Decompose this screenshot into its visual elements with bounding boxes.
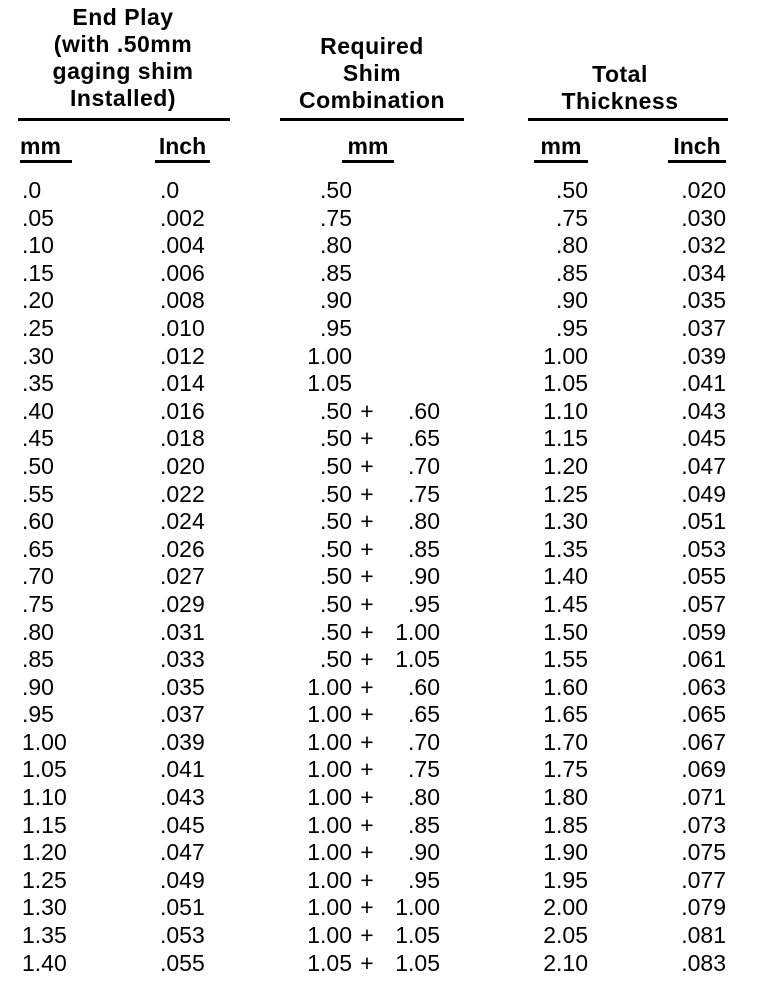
header-required-shim-line: Combination	[298, 87, 446, 113]
shim-first-cell: 1.00	[307, 811, 352, 838]
end-play-mm-cell: 1.00	[22, 728, 67, 755]
end-play-inch-cell: .051	[160, 894, 205, 921]
shim-first-cell: .85	[320, 259, 352, 286]
plus-sign: +	[360, 646, 374, 673]
total-mm-cell: .85	[556, 259, 588, 286]
end-play-mm-cell: .0	[22, 177, 42, 203]
end-play-inch-cell: .0	[160, 177, 180, 203]
end-play-inch-cell: .029	[160, 590, 205, 617]
end-play-mm-cell: .95	[22, 701, 54, 728]
header-total-thickness-line: Thickness	[561, 88, 679, 114]
shim-second-cell: .65	[408, 701, 440, 728]
header-end-play-line: gaging shim	[52, 58, 194, 84]
end-play-mm-cell: .40	[22, 397, 54, 424]
shim-second-cell: 1.05	[395, 949, 440, 976]
end-play-mm-cell: .60	[22, 508, 54, 535]
end-play-mm-cell: .45	[22, 425, 54, 452]
shim-first-cell: .50	[320, 480, 352, 507]
total-inch-cell: .049	[681, 480, 726, 507]
end-play-inch-cell: .041	[160, 756, 205, 783]
table-row	[0, 177, 768, 205]
header-end-play-line: (with .50mm	[53, 31, 193, 57]
plus-sign: +	[360, 508, 374, 535]
end-play-inch-cell: .012	[160, 342, 205, 369]
end-play-mm-cell: .35	[22, 370, 54, 397]
plus-sign: +	[360, 425, 374, 452]
shim-second-cell: .75	[408, 480, 440, 507]
shim-first-cell: 1.05	[307, 370, 352, 397]
end-play-mm-cell: .50	[22, 452, 54, 479]
subheader-end-play-inch: Inch	[155, 133, 210, 163]
end-play-mm-cell: .90	[22, 673, 54, 700]
table-row	[0, 260, 768, 288]
shim-first-cell: 1.00	[307, 673, 352, 700]
end-play-mm-cell: .70	[22, 563, 54, 590]
total-mm-cell: 1.80	[543, 784, 588, 811]
total-mm-cell: 2.05	[543, 922, 588, 949]
plus-sign: +	[360, 590, 374, 617]
shim-second-cell: .80	[408, 784, 440, 811]
shim-first-cell: .50	[320, 563, 352, 590]
total-mm-cell: 1.30	[543, 508, 588, 535]
header-rule-end-play	[18, 118, 230, 121]
shim-first-cell: .50	[320, 590, 352, 617]
subheader-end-play-mm: mm	[20, 133, 72, 163]
shim-first-cell: .50	[320, 508, 352, 535]
total-mm-cell: .75	[556, 204, 588, 231]
plus-sign: +	[360, 618, 374, 645]
end-play-mm-cell: .55	[22, 480, 54, 507]
table-row	[0, 922, 768, 950]
table-row	[0, 591, 768, 619]
total-inch-cell: .061	[681, 646, 726, 673]
end-play-inch-cell: .014	[160, 370, 205, 397]
plus-sign: +	[360, 452, 374, 479]
table-row	[0, 894, 768, 922]
table-row	[0, 812, 768, 840]
total-inch-cell: .020	[681, 177, 726, 203]
end-play-mm-cell: .10	[22, 232, 54, 259]
end-play-mm-cell: 1.15	[22, 811, 67, 838]
end-play-inch-cell: .004	[160, 232, 205, 259]
shim-first-cell: .50	[320, 397, 352, 424]
shim-second-cell: .75	[408, 756, 440, 783]
shim-first-cell: 1.05	[307, 949, 352, 976]
total-mm-cell: 1.70	[543, 728, 588, 755]
shim-second-cell: .95	[408, 590, 440, 617]
end-play-inch-cell: .022	[160, 480, 205, 507]
total-mm-cell: 1.25	[543, 480, 588, 507]
shim-second-cell: 1.05	[395, 922, 440, 949]
plus-sign: +	[360, 728, 374, 755]
total-inch-cell: .075	[681, 839, 726, 866]
shim-second-cell: .60	[408, 673, 440, 700]
total-inch-cell: .069	[681, 756, 726, 783]
total-inch-cell: .041	[681, 370, 726, 397]
total-mm-cell: 1.90	[543, 839, 588, 866]
total-mm-cell: 1.95	[543, 866, 588, 893]
end-play-mm-cell: 1.40	[22, 949, 67, 976]
subheader-total-inch: Inch	[668, 133, 726, 163]
header-end-play-line: End Play	[72, 4, 174, 30]
total-mm-cell: 1.20	[543, 452, 588, 479]
total-mm-cell: 1.55	[543, 646, 588, 673]
total-inch-cell: .059	[681, 618, 726, 645]
shim-first-cell: 1.00	[307, 866, 352, 893]
plus-sign: +	[360, 784, 374, 811]
table-row	[0, 701, 768, 729]
table-row	[0, 232, 768, 260]
table-row	[0, 839, 768, 867]
total-mm-cell: .95	[556, 314, 588, 341]
end-play-mm-cell: .05	[22, 204, 54, 231]
shim-first-cell: 1.00	[307, 894, 352, 921]
total-inch-cell: .081	[681, 922, 726, 949]
end-play-inch-cell: .033	[160, 646, 205, 673]
total-inch-cell: .067	[681, 728, 726, 755]
end-play-inch-cell: .035	[160, 673, 205, 700]
table-row	[0, 729, 768, 757]
header-required-shim	[262, 33, 482, 114]
end-play-mm-cell: .65	[22, 535, 54, 562]
total-inch-cell: .030	[681, 204, 726, 231]
end-play-inch-cell: .037	[160, 701, 205, 728]
total-mm-cell: 1.85	[543, 811, 588, 838]
total-inch-cell: .053	[681, 535, 726, 562]
end-play-mm-cell: 1.10	[22, 784, 67, 811]
end-play-inch-cell: .020	[160, 452, 205, 479]
shim-first-cell: .50	[320, 535, 352, 562]
end-play-inch-cell: .043	[160, 784, 205, 811]
shim-first-cell: 1.00	[307, 728, 352, 755]
shim-first-cell: .50	[320, 452, 352, 479]
total-mm-cell: 1.00	[543, 342, 588, 369]
table-row	[0, 950, 768, 978]
end-play-mm-cell: .75	[22, 590, 54, 617]
shim-first-cell: .50	[320, 177, 352, 203]
total-mm-cell: 2.00	[543, 894, 588, 921]
total-inch-cell: .077	[681, 866, 726, 893]
end-play-inch-cell: .018	[160, 425, 205, 452]
total-inch-cell: .051	[681, 508, 726, 535]
subheader-shim-mm: mm	[342, 133, 394, 163]
header-required-shim-line: Shim	[342, 60, 402, 86]
total-mm-cell: 1.05	[543, 370, 588, 397]
shim-table-body	[0, 177, 768, 977]
end-play-mm-cell: 1.30	[22, 894, 67, 921]
total-inch-cell: .032	[681, 232, 726, 259]
header-required-shim-line: Required	[320, 33, 424, 59]
shim-first-cell: 1.00	[307, 756, 352, 783]
table-row	[0, 398, 768, 426]
shim-second-cell: .85	[408, 811, 440, 838]
end-play-inch-cell: .002	[160, 204, 205, 231]
plus-sign: +	[360, 701, 374, 728]
total-mm-cell: 1.35	[543, 535, 588, 562]
total-inch-cell: .035	[681, 287, 726, 314]
end-play-inch-cell: .049	[160, 866, 205, 893]
total-inch-cell: .073	[681, 811, 726, 838]
table-row	[0, 287, 768, 315]
plus-sign: +	[360, 922, 374, 949]
end-play-inch-cell: .047	[160, 839, 205, 866]
end-play-mm-cell: 1.25	[22, 866, 67, 893]
shim-first-cell: .50	[320, 618, 352, 645]
shim-second-cell: .65	[408, 425, 440, 452]
end-play-mm-cell: .30	[22, 342, 54, 369]
shim-first-cell: .95	[320, 314, 352, 341]
shim-first-cell: .50	[320, 425, 352, 452]
header-rule-required-shim	[280, 118, 464, 121]
end-play-inch-cell: .039	[160, 728, 205, 755]
table-row	[0, 508, 768, 536]
total-inch-cell: .047	[681, 452, 726, 479]
end-play-inch-cell: .008	[160, 287, 205, 314]
shim-first-cell: .90	[320, 287, 352, 314]
total-mm-cell: 2.10	[543, 949, 588, 976]
end-play-inch-cell: .016	[160, 397, 205, 424]
end-play-mm-cell: .80	[22, 618, 54, 645]
end-play-inch-cell: .024	[160, 508, 205, 535]
shim-first-cell: 1.00	[307, 342, 352, 369]
total-inch-cell: .063	[681, 673, 726, 700]
table-row	[0, 343, 768, 371]
end-play-inch-cell: .010	[160, 314, 205, 341]
shim-second-cell: .90	[408, 839, 440, 866]
plus-sign: +	[360, 535, 374, 562]
plus-sign: +	[360, 673, 374, 700]
shim-second-cell: .80	[408, 508, 440, 535]
shim-first-cell: .75	[320, 204, 352, 231]
shim-first-cell: .50	[320, 646, 352, 673]
plus-sign: +	[360, 949, 374, 976]
table-row	[0, 784, 768, 812]
end-play-mm-cell: 1.05	[22, 756, 67, 783]
table-row	[0, 481, 768, 509]
end-play-inch-cell: .045	[160, 811, 205, 838]
total-inch-cell: .057	[681, 590, 726, 617]
shim-second-cell: .60	[408, 397, 440, 424]
table-row	[0, 315, 768, 343]
total-inch-cell: .045	[681, 425, 726, 452]
end-play-mm-cell: 1.20	[22, 839, 67, 866]
end-play-inch-cell: .031	[160, 618, 205, 645]
table-row	[0, 867, 768, 895]
table-row	[0, 646, 768, 674]
subheader-total-mm: mm	[534, 133, 588, 163]
table-row	[0, 536, 768, 564]
plus-sign: +	[360, 894, 374, 921]
total-mm-cell: 1.75	[543, 756, 588, 783]
total-inch-cell: .079	[681, 894, 726, 921]
shim-first-cell: 1.00	[307, 701, 352, 728]
plus-sign: +	[360, 839, 374, 866]
end-play-mm-cell: .15	[22, 259, 54, 286]
table-row	[0, 674, 768, 702]
shim-first-cell: 1.00	[307, 922, 352, 949]
end-play-inch-cell: .006	[160, 259, 205, 286]
shim-first-cell: 1.00	[307, 784, 352, 811]
total-inch-cell: .071	[681, 784, 726, 811]
table-row	[0, 370, 768, 398]
end-play-inch-cell: .053	[160, 922, 205, 949]
end-play-inch-cell: .055	[160, 949, 205, 976]
header-total-thickness-line: Total	[592, 61, 648, 87]
end-play-mm-cell: .25	[22, 314, 54, 341]
end-play-inch-cell: .027	[160, 563, 205, 590]
plus-sign: +	[360, 397, 374, 424]
table-row	[0, 453, 768, 481]
end-play-inch-cell: .026	[160, 535, 205, 562]
plus-sign: +	[360, 563, 374, 590]
table-row	[0, 756, 768, 784]
shim-second-cell: .70	[408, 728, 440, 755]
plus-sign: +	[360, 480, 374, 507]
end-play-mm-cell: .20	[22, 287, 54, 314]
plus-sign: +	[360, 866, 374, 893]
total-inch-cell: .039	[681, 342, 726, 369]
total-mm-cell: 1.65	[543, 701, 588, 728]
total-inch-cell: .037	[681, 314, 726, 341]
total-mm-cell: 1.40	[543, 563, 588, 590]
table-row	[0, 563, 768, 591]
end-play-mm-cell: .85	[22, 646, 54, 673]
shim-second-cell: 1.00	[395, 618, 440, 645]
plus-sign: +	[360, 811, 374, 838]
shim-second-cell: .70	[408, 452, 440, 479]
shim-first-cell: .80	[320, 232, 352, 259]
plus-sign: +	[360, 756, 374, 783]
header-rule-total-thickness	[528, 118, 728, 121]
table-row	[0, 619, 768, 647]
header-total-thickness	[520, 61, 720, 115]
total-inch-cell: .034	[681, 259, 726, 286]
total-mm-cell: 1.50	[543, 618, 588, 645]
total-mm-cell: 1.15	[543, 425, 588, 452]
table-row	[0, 425, 768, 453]
shim-second-cell: .85	[408, 535, 440, 562]
header-end-play-line: Installed)	[70, 85, 176, 111]
total-mm-cell: 1.45	[543, 590, 588, 617]
header-end-play	[8, 4, 238, 112]
shim-second-cell: 1.05	[395, 646, 440, 673]
end-play-mm-cell: 1.35	[22, 922, 67, 949]
table-row	[0, 205, 768, 233]
shim-second-cell: .90	[408, 563, 440, 590]
total-inch-cell: .043	[681, 397, 726, 424]
shim-second-cell: 1.00	[395, 894, 440, 921]
shim-second-cell: .95	[408, 866, 440, 893]
total-mm-cell: .80	[556, 232, 588, 259]
total-mm-cell: .50	[556, 177, 588, 203]
total-inch-cell: .083	[681, 949, 726, 976]
total-inch-cell: .055	[681, 563, 726, 590]
total-mm-cell: 1.60	[543, 673, 588, 700]
shim-first-cell: 1.00	[307, 839, 352, 866]
total-mm-cell: .90	[556, 287, 588, 314]
total-inch-cell: .065	[681, 701, 726, 728]
total-mm-cell: 1.10	[543, 397, 588, 424]
